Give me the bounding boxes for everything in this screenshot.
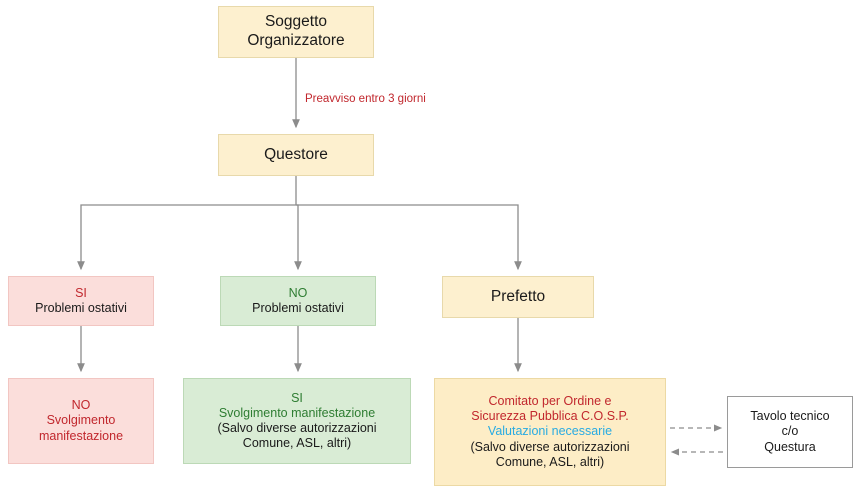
node-no-svolgimento-line3: manifestazione bbox=[38, 428, 124, 443]
node-tavolo-line2: c/o bbox=[781, 424, 799, 439]
node-cosp-line2: Sicurezza Pubblica C.O.S.P. bbox=[471, 409, 629, 424]
node-comitato-cosp bbox=[434, 378, 666, 486]
node-no-problemi-line2: Problemi ostativi bbox=[252, 301, 344, 315]
node-no-svolgimento-line2: Svolgimento bbox=[46, 413, 116, 428]
node-tavolo-line3: Questura bbox=[764, 439, 816, 454]
node-soggetto-line1: Soggetto bbox=[264, 13, 328, 31]
node-tavolo-tecnico bbox=[727, 396, 853, 468]
node-cosp-line1: Comitato per Ordine e bbox=[488, 393, 612, 408]
node-si-svolgimento-manifestazione bbox=[183, 378, 411, 464]
node-no-svolgimento-line1: NO bbox=[71, 398, 91, 413]
node-si-problemi-ostativi bbox=[8, 276, 154, 326]
node-cosp-line3: Valutazioni necessarie bbox=[487, 424, 613, 439]
edge-label-preavviso: Preavviso entro 3 giorni bbox=[305, 93, 426, 105]
node-soggetto-organizzatore bbox=[218, 6, 374, 58]
node-prefetto-line1: Prefetto bbox=[490, 287, 546, 305]
node-si-problemi-line1: SI bbox=[75, 285, 87, 300]
node-prefetto bbox=[442, 276, 594, 318]
node-cosp-line4: (Salvo diverse autorizzazioni bbox=[470, 439, 630, 454]
node-si-svolgimento-line3: (Salvo diverse autorizzazioni bbox=[217, 421, 377, 435]
node-no-problemi-line1: NO bbox=[288, 285, 308, 300]
node-si-problemi-line2: Problemi ostativi bbox=[35, 301, 127, 315]
node-questore-line1: Questore bbox=[264, 145, 328, 163]
node-si-svolgimento-line2: Svolgimento manifestazione bbox=[218, 405, 376, 420]
node-si-svolgimento-line4: Comune, ASL, altri) bbox=[242, 436, 352, 451]
node-questore bbox=[218, 134, 374, 176]
node-no-svolgimento-manifestazione bbox=[8, 378, 154, 464]
node-no-problemi-ostativi bbox=[220, 276, 376, 326]
node-soggetto-line2: Organizzatore bbox=[247, 32, 345, 49]
node-si-svolgimento-line1: SI bbox=[291, 390, 303, 405]
node-cosp-line5: Comune, ASL, altri) bbox=[495, 454, 605, 469]
node-tavolo-line1: Tavolo tecnico bbox=[750, 409, 830, 424]
